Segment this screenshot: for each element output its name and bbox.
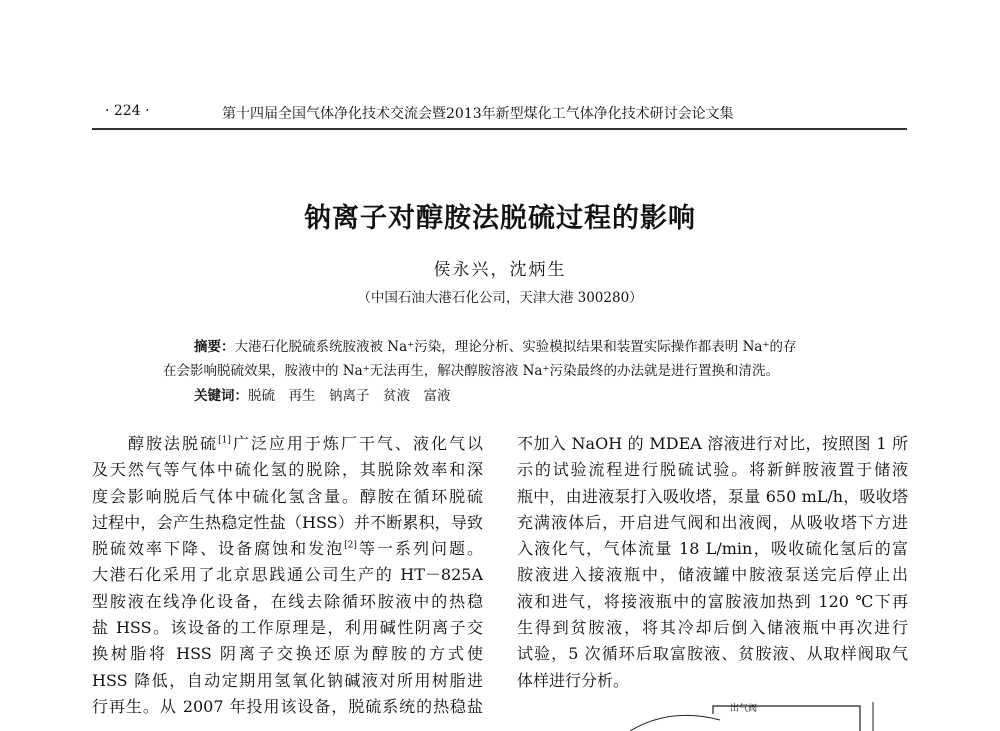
keywords-list: 脱硫 再生 钠离子 贫液 富液 xyxy=(248,388,451,404)
body-line: 体样进行分析。 xyxy=(517,670,630,690)
abstract-line-1 xyxy=(194,335,797,355)
keywords xyxy=(194,384,451,404)
abstract-text: 大港石化脱硫系统胺液被 Na⁺污染，理论分析、实验模拟结果和装置实际操作都表明 Na⁺的存 xyxy=(234,339,797,355)
body-line: 试验，5 次循环后取富胺液、贫胺液、从取样阀取气 xyxy=(517,644,908,664)
body-line: 生得到贫胺液，将其冷却后倒入储液瓶中再次进行 xyxy=(517,618,908,638)
affiliation: （中国石油大港石化公司，天津大港 300280） xyxy=(357,290,643,306)
page-number: · 224 · xyxy=(105,103,150,119)
outlet-valve-label: 出气阀 xyxy=(730,704,758,714)
body-line: 示的试验流程进行脱硫试验。将新鲜胺液置于储液 xyxy=(517,460,908,480)
running-header: 第十四届全国气体净化技术交流会暨2013年新型煤化工气体净化技术研讨会论文集 xyxy=(222,106,734,122)
body-line: 充满液体后，开启进气阀和出液阀，从吸收塔下方进 xyxy=(517,512,908,532)
paper-title: 钠离子对醇胺法脱硫过程的影响 xyxy=(304,203,696,234)
body-line: HSS 降低，自动定期用氢氧化钠碱液对所用树脂进 xyxy=(92,670,483,690)
abstract-label: 摘要： xyxy=(194,339,235,355)
body-line: 胺液进入接液瓶中，储液罐中胺液泵送完后停止出 xyxy=(517,565,908,585)
body-line: 盐 HSS。该设备的工作原理是，利用碱性阴离子交 xyxy=(92,618,483,638)
body-line: 入液化气，气体流量 18 L/min，吸收硫化氢后的富 xyxy=(517,539,908,559)
body-left-column xyxy=(92,431,483,720)
body-line: 换树脂将 HSS 阴离子交换还原为醇胺的方式使 xyxy=(92,644,483,664)
body-line: 脱硫效率下降、设备腐蚀和发泡[2]等一系列问题。 xyxy=(92,539,483,559)
body-line: 过程中，会产生热稳定性盐（HSS）并不断累积，导致 xyxy=(92,512,483,532)
authors: 侯永兴，沈炳生 xyxy=(433,260,567,280)
body-right-column xyxy=(517,431,908,694)
body-line: 瓶中，由进液泵打入吸收塔，泵量 650 mL/h，吸收塔 xyxy=(517,486,908,506)
body-line: 型胺液在线净化设备，在线去除循环胺液中的热稳 xyxy=(92,591,483,611)
header-rule xyxy=(92,128,907,130)
body-line: 及天然气等气体中硫化氢的脱除，其脱除效率和深 xyxy=(92,460,483,480)
keywords-label: 关键词： xyxy=(194,388,248,404)
body-line: 不加入 NaOH 的 MDEA 溶液进行对比，按照图 1 所 xyxy=(517,434,908,453)
body-line: 醇胺法脱硫[1]广泛应用于炼厂干气、液化气以 xyxy=(92,434,483,453)
abstract-line-2: 在会影响脱硫效果，胺液中的 Na⁺无法再生，解决醇胺溶液 Na⁺污染最终的办法就是进行置换和清洗。 xyxy=(163,363,780,379)
body-line: 液和进气，将接液瓶中的富胺液加热到 120 ℃下再 xyxy=(517,591,908,611)
body-line: 大港石化采用了北京思践通公司生产的 HT－825A xyxy=(92,565,483,585)
absorber-outline xyxy=(630,715,720,731)
body-line: 行再生。从 2007 年投用该设备，脱硫系统的热稳盐 xyxy=(92,696,483,716)
figure-1-flow-diagram xyxy=(630,702,930,731)
body-line: 度会影响脱后气体中硫化氢含量。醇胺在循环脱硫 xyxy=(92,486,483,506)
